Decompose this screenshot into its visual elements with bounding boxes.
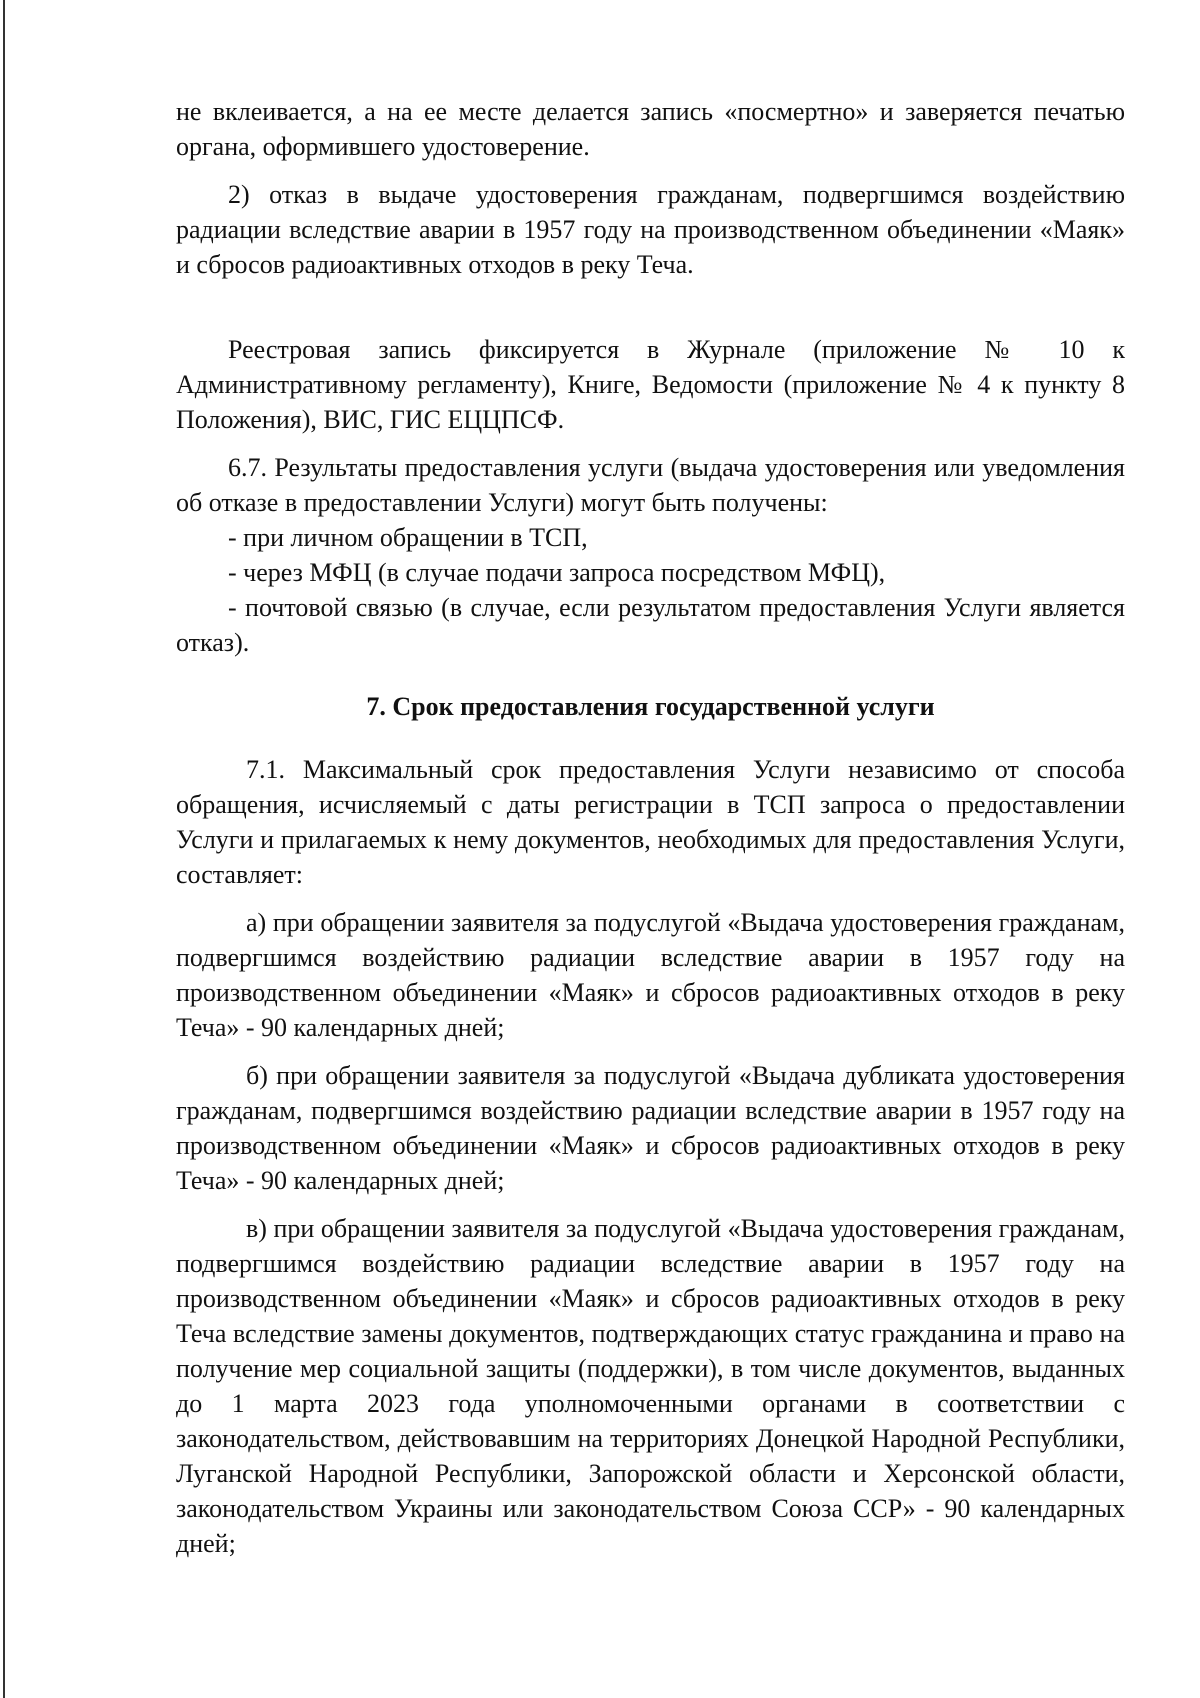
paragraph-6-7: 6.7. Результаты предоставления услуги (выдача удостоверения или уведомления об отказе в предоставлении Услуги) могут быть получены: [176, 453, 1125, 517]
paragraph-refusal: 2) отказ в выдаче удостоверения гражданам, подвергшимся воздействию радиации вследствие аварии в 1957 году на производственном объединении «Маяк» и сбросов радиоактивных отходов в реку Теча. [176, 180, 1125, 279]
paragraph-7-1-a: а) при обращении заявителя за подуслугой «Выдача удостоверения гражданам, подвергшимся воздействию радиации вследствие аварии в 1957 году на производственном объединении «Маяк» и сбросов радиоактивных отходов в реку Теча» - 90 календарных дней; [176, 908, 1125, 1042]
document-page [176, 94, 1125, 1561]
scan-left-edge-line [3, 0, 5, 1698]
list-item-mfc: - через МФЦ (в случае подачи запроса посредством МФЦ), [228, 558, 886, 587]
paragraph-7-1-b: б) при обращении заявителя за подуслугой «Выдача дубликата удостоверения гражданам, подвергшимся воздействию радиации вследствие аварии в 1957 году на производственном объединении «Маяк» и сбросов радиоактивных отходов в реку Теча» - 90 календарных дней; [176, 1061, 1125, 1195]
paragraph-intro-continuation: не вклеивается, а на ее месте делается запись «посмертно» и заверяется печатью органа, оформившего удостоверение. [176, 97, 1125, 161]
paragraph-7-1: 7.1. Максимальный срок предоставления Услуги независимо от способа обращения, исчисляемый с даты регистрации в ТСП запроса о предоставлении Услуги и прилагаемых к нему документов, необходимых для предоставления Услуги, составляет: [176, 755, 1125, 889]
section-7-heading: 7. Срок предоставления государственной услуги [366, 692, 935, 721]
list-item-in-person: - при личном обращении в ТСП, [228, 523, 588, 552]
paragraph-7-1-v: в) при обращении заявителя за подуслугой «Выдача удостоверения гражданам, подвергшимся воздействию радиации вследствие аварии в 1957 году на производственном объединении «Маяк» и сбросов радиоактивных отходов в реку Теча вследствие замены документов, подтверждающих статус гражданина и право на получение мер социальной защиты (поддержки), в том числе документов, выданных до 1 марта 2023 года уполномоченными органами в соответствии с законодательством, действовавшим на территориях Донецкой Народной Республики, Луганской Народной Республики, Запорожской области и Херсонской области, законодательством Украины или законодательством Союза ССР» - 90 календарных дней; [176, 1214, 1125, 1558]
paragraph-registry-record: Реестровая запись фиксируется в Журнале (приложение № 10 к Административному регламенту), Книге, Ведомости (приложение № 4 к пункту 8 Положения), ВИС, ГИС ЕЦЦПСФ. [176, 335, 1125, 434]
list-item-postal: - почтовой связью (в случае, если результатом предоставления Услуги является отказ). [176, 593, 1125, 657]
